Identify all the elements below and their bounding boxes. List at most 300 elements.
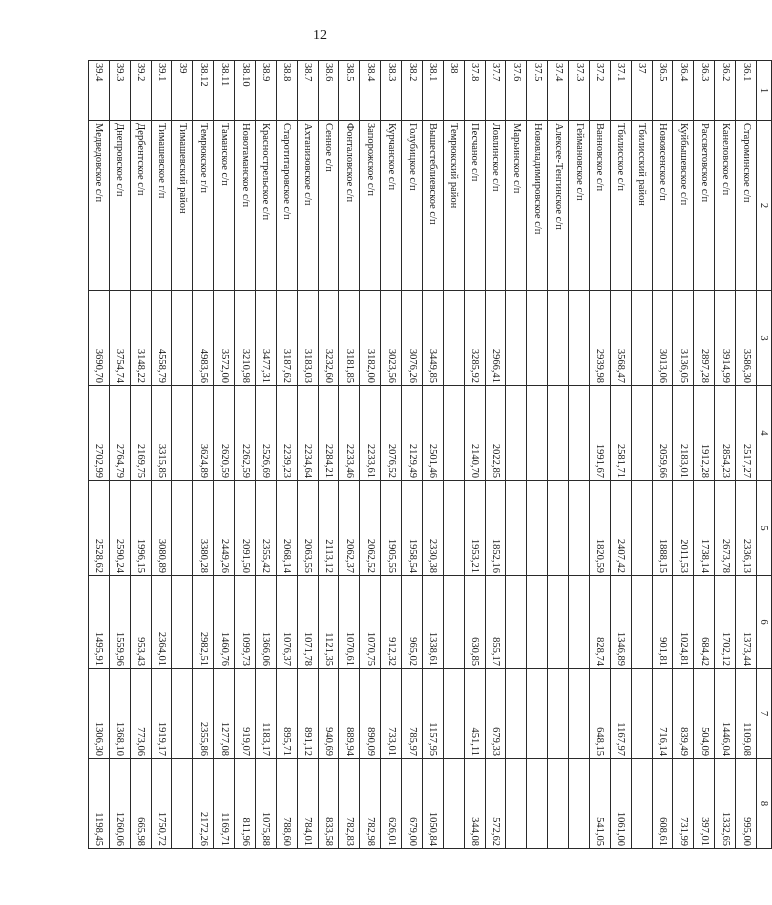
value-cell: 541,05 xyxy=(590,759,611,849)
row-code-cell: 38.7 xyxy=(297,61,318,121)
value-cell: 648,15 xyxy=(590,669,611,759)
row-name-cell: Тбилисское с/п xyxy=(610,121,631,291)
value-cell: 1559,96 xyxy=(109,576,130,669)
row-code-cell: 39 xyxy=(172,61,193,121)
value-cell xyxy=(527,759,548,849)
value-cell: 995,00 xyxy=(736,759,757,849)
value-cell: 940,69 xyxy=(318,669,339,759)
value-cell: 2966,41 xyxy=(485,291,506,386)
table-row xyxy=(610,61,631,849)
value-cell: 3690,70 xyxy=(89,291,110,386)
table-row xyxy=(381,61,402,849)
table-row xyxy=(297,61,318,849)
value-cell: 2982,51 xyxy=(193,576,214,669)
row-name-cell: Новотаманское с/п xyxy=(235,121,256,291)
value-cell xyxy=(172,481,193,576)
value-cell: 2336,13 xyxy=(736,481,757,576)
value-cell: 2355,86 xyxy=(193,669,214,759)
table-row xyxy=(423,61,444,849)
rotated-table-frame xyxy=(88,60,772,848)
value-cell: 1460,76 xyxy=(214,576,235,669)
value-cell: 1075,88 xyxy=(256,759,277,849)
value-cell: 889,94 xyxy=(339,669,360,759)
row-name-cell: Запорожское с/п xyxy=(360,121,381,291)
value-cell xyxy=(443,481,464,576)
value-cell: 784,01 xyxy=(297,759,318,849)
table-row xyxy=(214,61,235,849)
row-name-cell: Ванновское с/п xyxy=(590,121,611,291)
value-cell: 2233,61 xyxy=(360,386,381,481)
value-cell: 2330,38 xyxy=(423,481,444,576)
value-cell: 2169,75 xyxy=(130,386,151,481)
table-row xyxy=(256,61,277,849)
row-code-cell: 37.4 xyxy=(548,61,569,121)
row-code-cell: 38.6 xyxy=(318,61,339,121)
value-cell: 833,58 xyxy=(318,759,339,849)
value-cell: 3754,74 xyxy=(109,291,130,386)
value-cell: 2129,49 xyxy=(402,386,423,481)
row-name-cell: Медведовское с/п xyxy=(89,121,110,291)
column-header: 2 xyxy=(757,121,772,291)
value-cell xyxy=(569,386,590,481)
value-cell: 1919,17 xyxy=(151,669,172,759)
value-cell: 1076,37 xyxy=(276,576,297,669)
value-cell: 2140,70 xyxy=(464,386,485,481)
value-cell: 1277,08 xyxy=(214,669,235,759)
value-cell: 1991,67 xyxy=(590,386,611,481)
value-cell: 2364,01 xyxy=(151,576,172,669)
value-cell: 2528,62 xyxy=(89,481,110,576)
value-cell: 785,97 xyxy=(402,669,423,759)
table-row xyxy=(235,61,256,849)
row-code-cell: 39.3 xyxy=(109,61,130,121)
value-cell: 3568,47 xyxy=(610,291,631,386)
value-cell: 1260,06 xyxy=(109,759,130,849)
value-cell: 504,09 xyxy=(694,669,715,759)
value-cell: 2673,78 xyxy=(715,481,736,576)
row-name-cell: Старотитаровское с/п xyxy=(276,121,297,291)
row-code-cell: 38.12 xyxy=(193,61,214,121)
value-cell: 2590,24 xyxy=(109,481,130,576)
value-cell xyxy=(631,669,652,759)
value-cell: 2897,28 xyxy=(694,291,715,386)
row-name-cell: Тимашевское г/п xyxy=(151,121,172,291)
value-cell: 891,12 xyxy=(297,669,318,759)
column-header: 7 xyxy=(757,669,772,759)
row-name-cell: Песчаное с/п xyxy=(464,121,485,291)
value-cell: 3232,60 xyxy=(318,291,339,386)
value-cell: 1332,65 xyxy=(715,759,736,849)
value-cell xyxy=(172,669,193,759)
column-header: 5 xyxy=(757,481,772,576)
value-cell xyxy=(172,759,193,849)
value-cell xyxy=(506,576,527,669)
value-cell: 2526,69 xyxy=(256,386,277,481)
row-code-cell: 38.10 xyxy=(235,61,256,121)
value-cell: 2062,52 xyxy=(360,481,381,576)
row-name-cell: Курчанское с/п xyxy=(381,121,402,291)
value-cell: 679,33 xyxy=(485,669,506,759)
row-code-cell: 39.1 xyxy=(151,61,172,121)
table-row xyxy=(527,61,548,849)
data-table xyxy=(88,60,772,849)
row-code-cell: 36.4 xyxy=(673,61,694,121)
value-cell: 1958,54 xyxy=(402,481,423,576)
row-name-cell: Сенное с/п xyxy=(318,121,339,291)
value-cell: 3624,89 xyxy=(193,386,214,481)
column-header: 6 xyxy=(757,576,772,669)
value-cell xyxy=(631,759,652,849)
value-cell: 2620,59 xyxy=(214,386,235,481)
row-name-cell: Ловлинское с/п xyxy=(485,121,506,291)
value-cell: 839,49 xyxy=(673,669,694,759)
value-cell: 2517,27 xyxy=(736,386,757,481)
value-cell: 2068,14 xyxy=(276,481,297,576)
value-cell xyxy=(548,759,569,849)
value-cell: 912,32 xyxy=(381,576,402,669)
value-cell: 4558,79 xyxy=(151,291,172,386)
value-cell xyxy=(631,576,652,669)
table-body xyxy=(89,61,757,849)
value-cell xyxy=(569,576,590,669)
row-code-cell: 39.2 xyxy=(130,61,151,121)
value-cell: 3380,28 xyxy=(193,481,214,576)
value-cell: 608,61 xyxy=(652,759,673,849)
value-cell: 1373,44 xyxy=(736,576,757,669)
row-name-cell: Фонталовское с/п xyxy=(339,121,360,291)
value-cell: 1070,75 xyxy=(360,576,381,669)
value-cell: 1061,00 xyxy=(610,759,631,849)
row-code-cell: 39.4 xyxy=(89,61,110,121)
value-cell: 3586,30 xyxy=(736,291,757,386)
value-cell: 895,71 xyxy=(276,669,297,759)
value-cell xyxy=(631,481,652,576)
value-cell: 630,85 xyxy=(464,576,485,669)
value-cell: 4983,56 xyxy=(193,291,214,386)
row-name-cell: Геймановское с/п xyxy=(569,121,590,291)
value-cell: 2355,42 xyxy=(256,481,277,576)
row-name-cell: Куйбышевское с/п xyxy=(673,121,694,291)
row-code-cell: 38.4 xyxy=(360,61,381,121)
value-cell: 1024,81 xyxy=(673,576,694,669)
row-name-cell: Дербентское с/п xyxy=(130,121,151,291)
row-name-cell: Темрюкский район xyxy=(443,121,464,291)
value-cell: 2284,21 xyxy=(318,386,339,481)
header-row xyxy=(757,61,772,849)
table-row xyxy=(485,61,506,849)
value-cell: 2063,55 xyxy=(297,481,318,576)
value-cell: 3023,56 xyxy=(381,291,402,386)
row-name-cell: Канеловское с/п xyxy=(715,121,736,291)
value-cell: 1183,17 xyxy=(256,669,277,759)
row-code-cell: 38.5 xyxy=(339,61,360,121)
table-row xyxy=(464,61,485,849)
value-cell: 1157,95 xyxy=(423,669,444,759)
value-cell: 2234,64 xyxy=(297,386,318,481)
row-name-cell: Староминское с/п xyxy=(736,121,757,291)
value-cell xyxy=(569,291,590,386)
table-row xyxy=(89,61,110,849)
value-cell: 1050,84 xyxy=(423,759,444,849)
value-cell: 1702,12 xyxy=(715,576,736,669)
value-cell xyxy=(506,386,527,481)
value-cell: 3914,99 xyxy=(715,291,736,386)
table-row xyxy=(694,61,715,849)
row-name-cell: Тимашевский район xyxy=(172,121,193,291)
value-cell: 1996,15 xyxy=(130,481,151,576)
row-code-cell: 36.2 xyxy=(715,61,736,121)
row-code-cell: 38.2 xyxy=(402,61,423,121)
value-cell xyxy=(527,576,548,669)
value-cell: 3181,85 xyxy=(339,291,360,386)
value-cell: 3285,92 xyxy=(464,291,485,386)
column-header: 3 xyxy=(757,291,772,386)
table-row xyxy=(130,61,151,849)
value-cell: 1852,16 xyxy=(485,481,506,576)
value-cell xyxy=(548,386,569,481)
value-cell xyxy=(506,481,527,576)
value-cell xyxy=(172,576,193,669)
value-cell: 1366,06 xyxy=(256,576,277,669)
table-row xyxy=(360,61,381,849)
value-cell: 3013,06 xyxy=(652,291,673,386)
column-header: 8 xyxy=(757,759,772,849)
value-cell: 919,07 xyxy=(235,669,256,759)
value-cell: 965,02 xyxy=(402,576,423,669)
table-row xyxy=(736,61,757,849)
value-cell: 1888,15 xyxy=(652,481,673,576)
value-cell xyxy=(443,759,464,849)
row-name-cell: Голубицкое с/п xyxy=(402,121,423,291)
value-cell: 679,00 xyxy=(402,759,423,849)
value-cell: 1169,71 xyxy=(214,759,235,849)
row-name-cell: Вышестеблиевское с/п xyxy=(423,121,444,291)
value-cell: 731,99 xyxy=(673,759,694,849)
value-cell xyxy=(527,291,548,386)
table-row xyxy=(673,61,694,849)
row-code-cell: 37.7 xyxy=(485,61,506,121)
value-cell xyxy=(569,669,590,759)
row-name-cell: Марьинское с/п xyxy=(506,121,527,291)
table-row xyxy=(402,61,423,849)
row-code-cell: 38.8 xyxy=(276,61,297,121)
value-cell: 1905,55 xyxy=(381,481,402,576)
row-code-cell: 37.2 xyxy=(590,61,611,121)
row-code-cell: 38.3 xyxy=(381,61,402,121)
value-cell: 2059,66 xyxy=(652,386,673,481)
value-cell xyxy=(569,481,590,576)
row-code-cell: 38 xyxy=(443,61,464,121)
table-row xyxy=(151,61,172,849)
value-cell: 1820,59 xyxy=(590,481,611,576)
row-code-cell: 37.1 xyxy=(610,61,631,121)
row-name-cell: Темрюкское г/п xyxy=(193,121,214,291)
value-cell: 2239,23 xyxy=(276,386,297,481)
value-cell xyxy=(506,291,527,386)
table-row xyxy=(318,61,339,849)
column-header: 1 xyxy=(757,61,772,121)
value-cell: 1070,61 xyxy=(339,576,360,669)
table-row xyxy=(443,61,464,849)
row-code-cell: 37.6 xyxy=(506,61,527,121)
value-cell: 1368,10 xyxy=(109,669,130,759)
value-cell: 782,83 xyxy=(339,759,360,849)
value-cell: 2939,98 xyxy=(590,291,611,386)
value-cell: 811,96 xyxy=(235,759,256,849)
value-cell: 733,01 xyxy=(381,669,402,759)
value-cell: 3449,85 xyxy=(423,291,444,386)
row-name-cell: Алексее-Тенгинское с/п xyxy=(548,121,569,291)
value-cell: 1738,14 xyxy=(694,481,715,576)
value-cell xyxy=(172,291,193,386)
value-cell xyxy=(443,386,464,481)
value-cell: 2854,23 xyxy=(715,386,736,481)
value-cell: 716,14 xyxy=(652,669,673,759)
table-row xyxy=(631,61,652,849)
value-cell: 1953,21 xyxy=(464,481,485,576)
value-cell: 2233,46 xyxy=(339,386,360,481)
page-number: 12 xyxy=(313,28,327,43)
value-cell: 626,01 xyxy=(381,759,402,849)
value-cell: 782,98 xyxy=(360,759,381,849)
table-row xyxy=(715,61,736,849)
row-code-cell: 37.3 xyxy=(569,61,590,121)
row-name-cell: Таманское с/п xyxy=(214,121,235,291)
value-cell: 3477,31 xyxy=(256,291,277,386)
row-name-cell: Новоясенское с/п xyxy=(652,121,673,291)
value-cell xyxy=(548,481,569,576)
table-row xyxy=(193,61,214,849)
table-row xyxy=(276,61,297,849)
row-name-cell: Ахтанизовское с/п xyxy=(297,121,318,291)
table-row xyxy=(652,61,673,849)
value-cell: 2062,37 xyxy=(339,481,360,576)
row-code-cell: 37.5 xyxy=(527,61,548,121)
value-cell: 3076,26 xyxy=(402,291,423,386)
row-name-cell: Тбилисский район xyxy=(631,121,652,291)
value-cell: 1167,97 xyxy=(610,669,631,759)
value-cell xyxy=(548,576,569,669)
value-cell: 684,42 xyxy=(694,576,715,669)
value-cell: 1121,35 xyxy=(318,576,339,669)
value-cell: 773,06 xyxy=(130,669,151,759)
value-cell: 3080,89 xyxy=(151,481,172,576)
value-cell: 2702,99 xyxy=(89,386,110,481)
value-cell xyxy=(548,669,569,759)
value-cell: 2011,53 xyxy=(673,481,694,576)
row-code-cell: 37 xyxy=(631,61,652,121)
value-cell xyxy=(569,759,590,849)
row-code-cell: 38.1 xyxy=(423,61,444,121)
table-row xyxy=(109,61,130,849)
value-cell: 572,62 xyxy=(485,759,506,849)
value-cell: 665,98 xyxy=(130,759,151,849)
value-cell: 3187,62 xyxy=(276,291,297,386)
table-row xyxy=(506,61,527,849)
value-cell: 2449,26 xyxy=(214,481,235,576)
value-cell: 1346,89 xyxy=(610,576,631,669)
value-cell: 3136,05 xyxy=(673,291,694,386)
value-cell xyxy=(548,291,569,386)
value-cell: 3315,85 xyxy=(151,386,172,481)
value-cell: 953,43 xyxy=(130,576,151,669)
value-cell: 1109,08 xyxy=(736,669,757,759)
row-code-cell: 38.9 xyxy=(256,61,277,121)
value-cell: 3148,22 xyxy=(130,291,151,386)
value-cell xyxy=(172,386,193,481)
value-cell: 2091,50 xyxy=(235,481,256,576)
value-cell: 2172,26 xyxy=(193,759,214,849)
value-cell: 1198,45 xyxy=(89,759,110,849)
value-cell: 2022,85 xyxy=(485,386,506,481)
column-header: 4 xyxy=(757,386,772,481)
row-code-cell: 36.5 xyxy=(652,61,673,121)
value-cell: 3572,00 xyxy=(214,291,235,386)
value-cell: 2407,42 xyxy=(610,481,631,576)
value-cell xyxy=(631,386,652,481)
table-row xyxy=(172,61,193,849)
row-name-cell: Днепровское с/п xyxy=(109,121,130,291)
value-cell: 1306,30 xyxy=(89,669,110,759)
value-cell: 2183,01 xyxy=(673,386,694,481)
value-cell: 3183,03 xyxy=(297,291,318,386)
row-code-cell: 36.1 xyxy=(736,61,757,121)
value-cell: 397,01 xyxy=(694,759,715,849)
value-cell: 855,17 xyxy=(485,576,506,669)
value-cell xyxy=(527,386,548,481)
value-cell: 2262,59 xyxy=(235,386,256,481)
value-cell xyxy=(527,669,548,759)
value-cell: 2076,52 xyxy=(381,386,402,481)
value-cell: 828,74 xyxy=(590,576,611,669)
value-cell: 1338,61 xyxy=(423,576,444,669)
value-cell: 1495,91 xyxy=(89,576,110,669)
row-code-cell: 36.3 xyxy=(694,61,715,121)
value-cell: 3182,00 xyxy=(360,291,381,386)
value-cell: 3210,98 xyxy=(235,291,256,386)
table-row xyxy=(569,61,590,849)
value-cell: 344,08 xyxy=(464,759,485,849)
table-row xyxy=(548,61,569,849)
row-code-cell: 37.8 xyxy=(464,61,485,121)
table-row xyxy=(339,61,360,849)
value-cell: 1912,28 xyxy=(694,386,715,481)
value-cell: 788,60 xyxy=(276,759,297,849)
value-cell xyxy=(443,291,464,386)
value-cell: 1099,73 xyxy=(235,576,256,669)
value-cell: 890,09 xyxy=(360,669,381,759)
value-cell: 1750,72 xyxy=(151,759,172,849)
value-cell xyxy=(506,669,527,759)
value-cell: 2581,71 xyxy=(610,386,631,481)
value-cell: 2113,12 xyxy=(318,481,339,576)
value-cell: 901,81 xyxy=(652,576,673,669)
table-row xyxy=(590,61,611,849)
value-cell: 2764,79 xyxy=(109,386,130,481)
value-cell xyxy=(443,576,464,669)
value-cell: 2501,46 xyxy=(423,386,444,481)
value-cell: 1071,78 xyxy=(297,576,318,669)
row-name-cell: Рассветовское с/п xyxy=(694,121,715,291)
value-cell: 1446,04 xyxy=(715,669,736,759)
value-cell xyxy=(443,669,464,759)
value-cell xyxy=(506,759,527,849)
value-cell xyxy=(631,291,652,386)
row-name-cell: Краснострельское с/п xyxy=(256,121,277,291)
value-cell: 451,11 xyxy=(464,669,485,759)
row-code-cell: 38.11 xyxy=(214,61,235,121)
row-name-cell: Нововладимировское с/п xyxy=(527,121,548,291)
